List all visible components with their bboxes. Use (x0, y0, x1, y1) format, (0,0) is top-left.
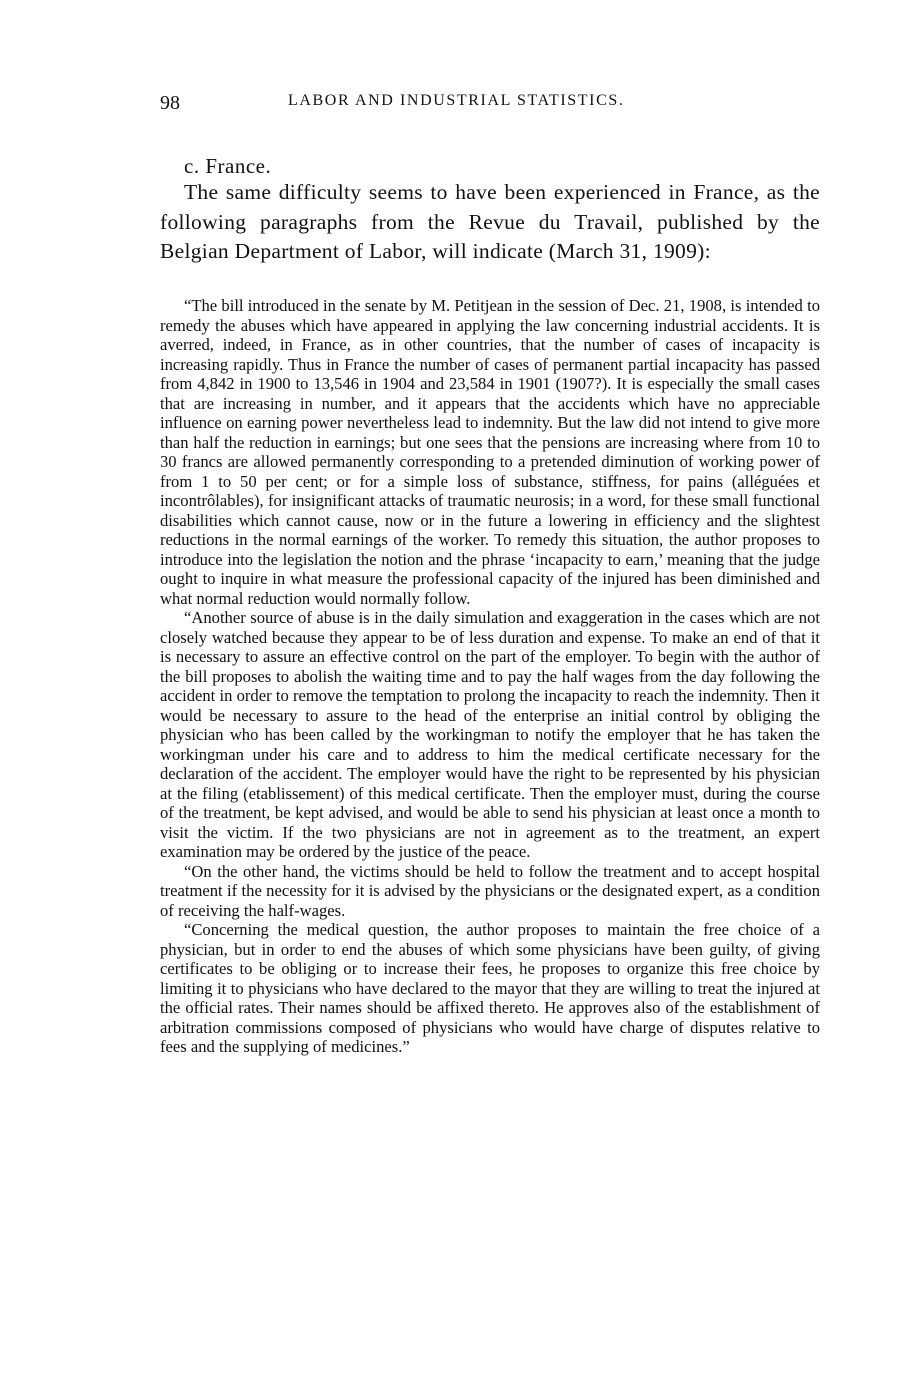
running-title: LABOR AND INDUSTRIAL STATISTICS. (288, 92, 625, 109)
page-number: 98 (160, 92, 180, 114)
quote-paragraph: “Another source of abuse is in the daily simulation and exaggeration in the cases which are not closely watched because they appear to be of less duration and expense. To make an end of that it is necessary to assure an effective control on the part of the employer. To begin with the author of the bill proposes to abolish the waiting time and to pay the half wages from the day following the accident in order to remove the temptation to prolong the incapacity to reach the indemnity. Then it would be necessary to assure to the head of the enterprise an initial control by obliging the physician who has been called by the workingman to notify the employer that he has taken the workingman under his care and to address to him the medical certificate necessary for the declaration of the accident. The employer would have the right to be represented by his physician at the filing (etablissement) of this medical certificate. Then the employer must, during the course of the treatment, be kept advised, and would be able to send his physician at least once a month to visit the victim. If the two physicians are not in agreement as to the treatment, an expert examination may be ordered by the justice of the peace. (160, 608, 820, 861)
quoted-passage (160, 296, 820, 1057)
running-header (160, 92, 820, 122)
quote-paragraph: “Concerning the medical question, the author proposes to maintain the free choice of a physician, but in order to end the abuses of which some physicians have been guilty, of giving certificates to be obliging or to increase their fees, he proposes to organize this free choice by limiting it to physicians who have declared to the mayor that they are willing to treat the injured at the official rates. Their names should be affixed thereto. He approves also of the establishment of arbitration commissions composed of physicians who would have charge of disputes relative to fees and the supplying of medicines.” (160, 920, 820, 1056)
intro-paragraph: The same difficulty seems to have been experienced in France, as the following paragraphs from the Revue du Travail, published by the Belgian Department of Labor, will indicate (March 31, 1909): (160, 180, 820, 263)
quote-paragraph: “On the other hand, the victims should be held to follow the treatment and to accept hospital treatment if the necessity for it is advised by the physicians or the designated expert, as a condition of receiving the half-wages. (160, 861, 820, 920)
section-heading: c. France. (184, 154, 272, 178)
quote-paragraph: “The bill introduced in the senate by M. Petitjean in the session of Dec. 21, 1908, is intended to remedy the abuses which have appeared in applying the law concerning industrial accidents. It is averred, indeed, in France, as in other countries, that the number of cases of incapacity is increasing rapidly. Thus in France the number of cases of permanent partial incapacity has passed from 4,842 in 1900 to 13,546 in 1904 and 23,584 in 1901 (1907?). It is especially the small cases that are increasing in number, and it appears that the accidents which have no appreciable influence on earning power nevertheless lead to indemnity. But the law did not intend to give more than half the reduction in earnings; but one sees that the pensions are increasing where from 10 to 30 francs are allowed permanently corresponding to a pretended diminution of working power of from 1 to 50 per cent; or for a simple loss of substance, stiffness, for pains (alléguées et incontrôlables), for insignificant attacks of traumatic neurosis; in a word, for these small functional disabilities which cannot cause, now or in the future a lowering in efficiency and the slightest reductions in the normal earnings of the worker. To remedy this situation, the author proposes to introduce into the legislation the notion and the phrase ‘incapacity to earn,’ meaning that the judge ought to inquire in what measure the professional capacity of the injured has been diminished and what normal reduction would normally follow. (160, 296, 820, 608)
